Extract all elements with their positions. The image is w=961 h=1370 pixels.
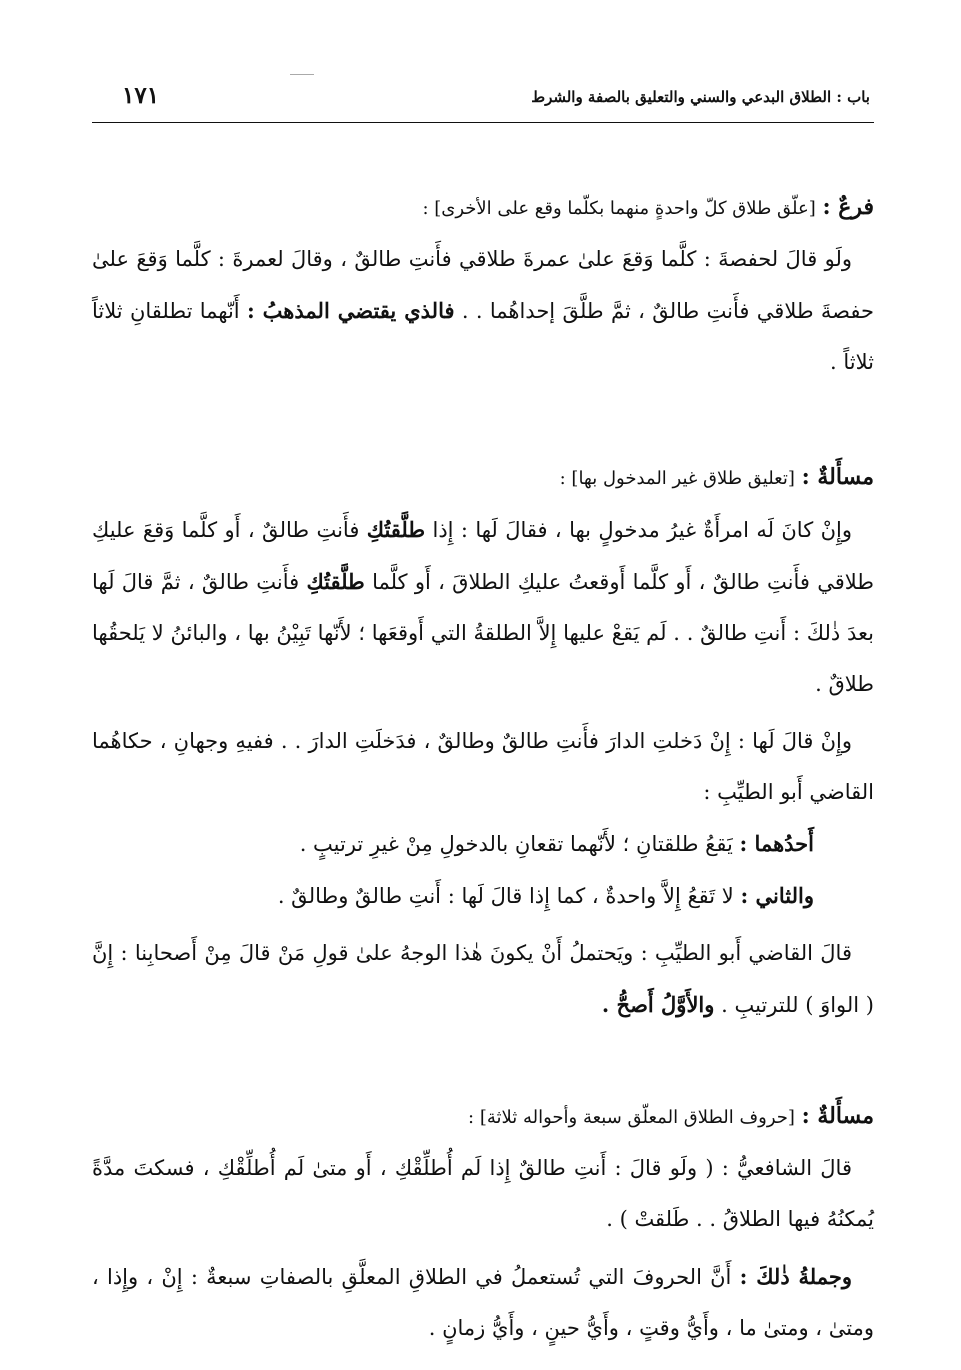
heading-label: فرعٌ : xyxy=(822,194,874,220)
paragraph xyxy=(92,716,874,818)
page-number: ١٧١ xyxy=(122,82,160,109)
bold-label: والثاني : xyxy=(740,883,814,908)
top-mark-line xyxy=(290,74,314,75)
bold-phrase: فالذي يقتضي المذهبُ : xyxy=(246,298,455,323)
heading-topic: [حروف الطلاق المعلّق سبعة وأحواله ثلاثة] : xyxy=(468,1107,795,1128)
page-body xyxy=(92,182,874,1354)
running-title: باب : الطلاق البدعي والسني والتعليق بالصفة والشرط xyxy=(531,88,870,106)
section-heading-masala-1 xyxy=(92,452,874,504)
paragraph xyxy=(92,504,874,710)
paragraph xyxy=(92,1251,874,1354)
paragraph-text: قالَ القاضي أَبو الطيِّبِ : ويَحتملُ أَنْ يكونَ هٰذا الوجهُ علىٰ قولِ مَنْ قالَ مِنْ أَصحابِنا : إِنَّ ( الواوَ ) للترتيبِ . xyxy=(92,941,874,1017)
paragraph xyxy=(92,928,874,1031)
paragraph-first-view xyxy=(92,818,874,870)
paragraph xyxy=(92,234,874,388)
heading-topic: [علّق طلاق كلّ واحدةٍ منهما بكلّما وقع على الأخرى] : xyxy=(422,198,816,219)
paragraph-text: أَنّهما تطلقانِ ثلاثاً ثلاثاً . xyxy=(92,299,874,374)
paragraph-text: لا تَقعُ إِلاَّ واحدةٌ ، كما إِذا قالَ لَها : أَنتِ طالقٌ وطالقٌ . xyxy=(277,884,734,908)
heading-topic: [تعليق طلاق غير المدخول بها] : xyxy=(559,468,795,489)
paragraph-text: وإِنْ كانَ لَه امرأَةٌ غيرُ مدخولٍ بها ، فقالَ لَها : إِذا xyxy=(432,518,852,542)
page-header xyxy=(92,82,874,123)
paragraph-second-view xyxy=(92,870,874,922)
section-heading-far xyxy=(92,182,874,234)
heading-label: مسأَلةٌ : xyxy=(801,1103,874,1129)
bold-label: أَحدُهما : xyxy=(739,831,814,856)
section-heading-masala-2 xyxy=(92,1091,874,1143)
paragraph-text: يَقعُ طلقتانِ ؛ لأَنّهما تقعانِ بالدخولِ مِنْ غيرِ ترتيبٍ . xyxy=(299,832,733,856)
bold-phrase: والأَوَّلُ أَصحُّ . xyxy=(601,992,715,1017)
heading-label: مسأَلةٌ : xyxy=(801,464,874,490)
paragraph-text: فأَنتِ طالقٌ ، أَو كلَّما وَقعَ عليكِ طلاقي فأَنتِ طالقٌ ، أَو كلَّما أَوقعتُ عليكِ الطلاقَ ، أَو كلَّما xyxy=(92,518,874,594)
paragraph-text: فأَنتِ طالقٌ ، ثمَّ قالَ لَها بعدَ ذٰلكَ : أَنتِ طالقٌ . . لَم يَقعْ عليها إِلاَّ الطلقةُ التي أَوقعَها ؛ لأَنّها تَبِيْنُ بها ، والبائنُ لا يَلحقُها طلاقٌ . xyxy=(92,570,874,696)
paragraph-text: أَنَّ الحروفَ التي تُستعملُ في الطلاقِ المعلَّقِ بالصفاتِ سبعةٌ : إِنْ ، وإِذا ، ومتىٰ ، ومتىٰ ما ، وأَيُّ وقتٍ ، وأَيُّ حينٍ ، وأَيُّ زمانٍ . xyxy=(92,1265,874,1340)
paragraph-text: ولَو قالَ لحفصةَ : كلَّما وَقعَ علىٰ عمرةَ طلاقي فأَنتِ طالقٌ ، وقالَ لعمرةَ : كلَّما وَقعَ علىٰ حفصةَ طلاقي فأَنتِ طالقٌ ، ثمَّ طلَّقَ إحداهُما . . xyxy=(92,247,874,323)
paragraph xyxy=(92,1143,874,1245)
paragraph-text: وإِنْ قالَ لَها : إِنْ دَخلتِ الدارَ فأَنتِ طالقٌ وطالقٌ ، فدَخلَتِ الدارَ . . ففيهِ وجهانِ ، حكاهُما القاضي أَبو الطيِّبِ : xyxy=(92,729,874,804)
bold-phrase: وجملةُ ذٰلكَ : xyxy=(739,1264,853,1289)
bold-word: طلَّقتُكِ xyxy=(366,517,426,542)
paragraph-text: قالَ الشافعيُّ : ( ولَو قالَ : أَنتِ طالقٌ إِذا لَم أُطلِّقْكِ ، أَو متىٰ لَم أُطلِّقْكِ ، فسكتَ مدَّةً يُمكنُهُ فيها الطلاقُ . . طَلقتْ ) . xyxy=(92,1156,874,1231)
bold-word: طلَّقتُكِ xyxy=(306,569,365,594)
